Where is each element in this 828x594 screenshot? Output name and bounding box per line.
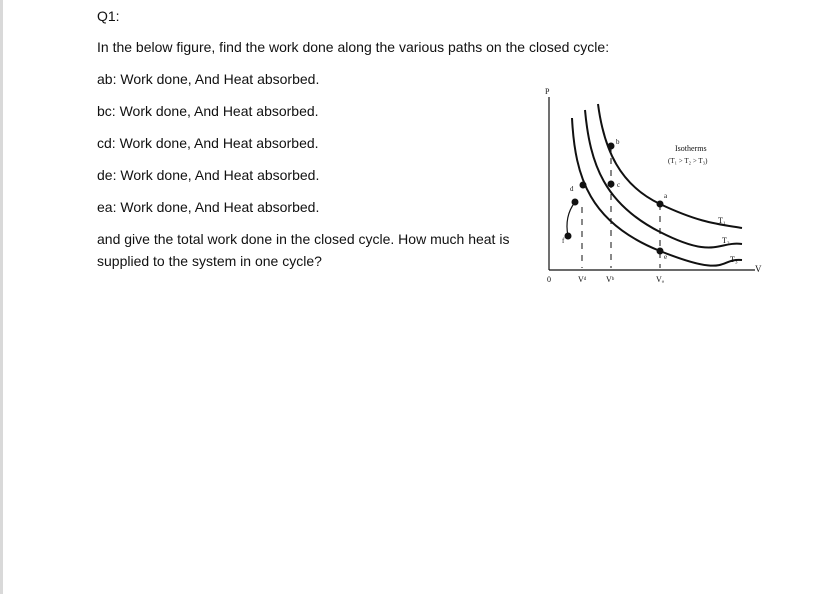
tick-label-vd: Vᵈ [578,275,587,284]
isotherm-t3-curve [572,118,742,266]
path-d-to-f [567,202,575,236]
origin-label: 0 [547,275,551,284]
path-item-ab: ab: Work done, And Heat absorbed. [97,71,320,87]
point-d-marker [572,199,579,206]
point-label-d: d [570,185,574,193]
path-item-cd: cd: Work done, And Heat absorbed. [97,135,319,151]
isotherm-label-t3: T₃ [730,255,738,264]
point-label-e: e [664,253,668,261]
point-b-marker [608,143,615,150]
path-item-ea: ea: Work done, And Heat absorbed. [97,199,320,215]
question-title: Q1: [97,8,120,24]
point-label-a: a [664,192,668,200]
point-c-marker [608,181,615,188]
path-item-bc: bc: Work done, And Heat absorbed. [97,103,319,119]
tick-label-vb: Vᵇ [606,275,615,284]
isotherm-label-t1: T₁ [718,216,726,225]
isotherm-t2-curve [585,110,742,248]
tick-label-va: Vₐ [656,275,664,284]
axis-label-p: P [545,87,550,96]
point-cd-marker [580,182,587,189]
legend-order: (T₁ > T₂ > T₃) [668,157,708,165]
point-label-f: f [562,237,565,245]
point-f-marker [565,233,572,240]
axis-label-v: V [755,264,762,274]
question-closing: and give the total work done in the closed cycle. How much heat is supplied to the system in one cycle? [97,231,510,269]
point-a-marker [657,201,664,208]
pv-diagram [538,84,768,290]
legend-title: Isotherms [675,144,707,153]
point-label-b: b [616,138,620,146]
isotherm-label-t2: T₂ [722,236,730,245]
point-label-c: c [617,181,621,189]
page-edge [0,0,3,594]
question-intro: In the below figure, find the work done along the various paths on the closed cycle: [97,39,610,55]
point-e-marker [657,248,664,255]
path-item-de: de: Work done, And Heat absorbed. [97,167,320,183]
isotherm-t1-curve [598,104,742,228]
